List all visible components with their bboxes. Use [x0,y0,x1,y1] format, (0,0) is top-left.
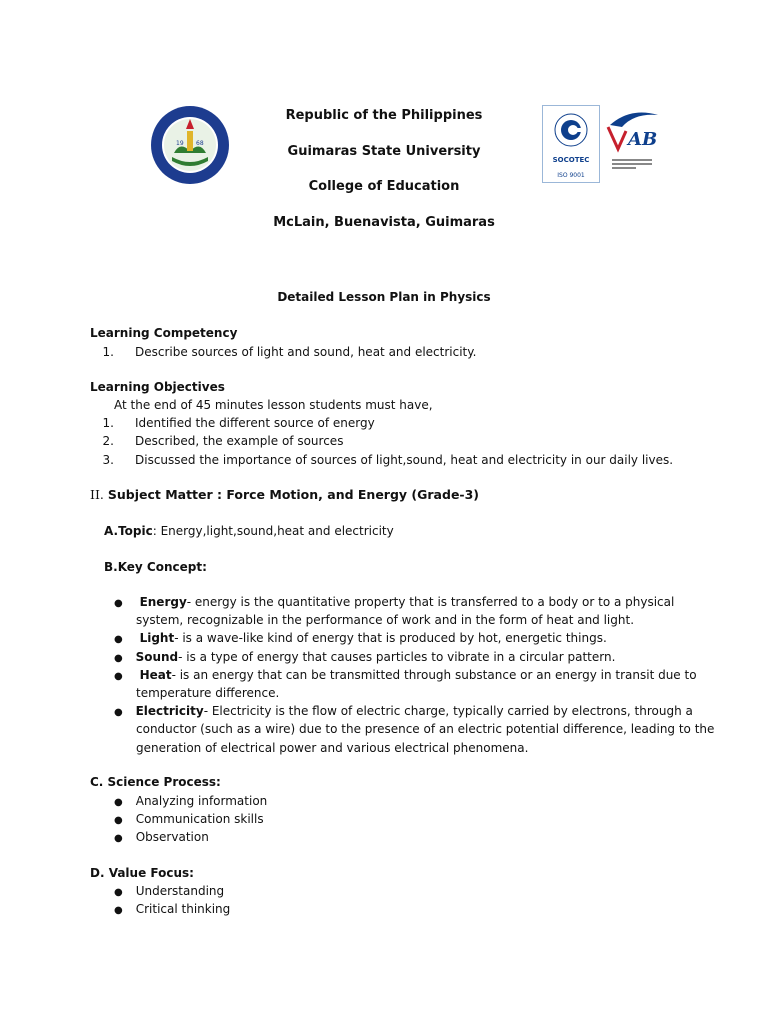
key-concept-continued: system, recognizable in the performance of work and in the form of heat and light. [136,613,635,627]
lesson-plan-title: Detailed Lesson Plan in Physics [277,290,491,304]
header-republic: Republic of the Philippines [285,108,483,123]
topic [104,522,394,540]
socotec-icon [543,106,599,152]
science-process-item: ● Communication skills [114,812,264,826]
key-concept-continued: conductor (such as a wire) due to the presence of an electric potential difference, leading to the [136,722,715,736]
subject-matter [90,486,479,504]
svg-text:68: 68 [196,140,204,147]
value-focus-item: ● Critical thinking [114,902,231,916]
subject-numeral: II. [90,487,104,502]
subject-heading: Subject Matter : Force Motion, and Energy (Grade-3) [107,487,480,502]
ab-icon [604,105,660,155]
science-process-item: ● Analyzing information [114,794,268,808]
science-process-heading: C. Science Process: [90,775,221,789]
topic-text: : Energy,light,sound,heat and electricity [152,524,394,538]
key-concept-item: ● Sound- is a type of energy that causes particles to vibrate in a circular pattern. [114,650,616,664]
science-process-item: ● Observation [114,830,209,844]
header-college: College of Education [308,179,460,194]
objective-item: 3. Discussed the importance of sources of light,sound, heat and electricity in our daily lives. [102,453,674,467]
svg-text:AB: AB [628,129,658,150]
socotec-name: SOCOTEC [552,156,590,164]
socotec-logo [542,105,600,183]
header-university: Guimaras State University [287,144,481,159]
key-concept-heading: B.Key Concept: [104,560,207,574]
key-concept-item: ● Heat- is an energy that can be transmitted through substance or an energy in transit due to [114,668,697,682]
value-focus-item: ● Understanding [114,884,225,898]
key-concept-item: ● Light- is a wave-like kind of energy that is produced by hot, energetic things. [114,631,607,645]
competency-heading: Learning Competency [90,326,238,340]
competency-item: 1. Describe sources of light and sound, heat and electricity. [102,345,477,359]
header-address: McLain, Buenavista, Guimaras [273,215,495,230]
topic-label: A.Topic [104,524,153,538]
key-concept-item: ● Energy- energy is the quantitative property that is transferred to a body or to a physical [114,595,675,609]
value-focus-heading: D. Value Focus: [90,866,194,880]
objective-item: 2. Described, the example of sources [102,434,344,448]
ab-accreditation-logo [604,105,660,183]
ab-small-text [612,159,652,169]
objectives-heading: Learning Objectives [90,380,225,394]
key-concept-continued: temperature difference. [136,686,280,700]
objective-item: 1. Identified the different source of energy [102,416,375,430]
key-concept-continued: generation of electrical power and various electrical phenomena. [136,741,529,755]
key-concept-item: ● Electricity- Electricity is the flow of electric charge, typically carried by electrons, through a [114,704,693,718]
svg-text:19: 19 [176,140,184,147]
objectives-intro: At the end of 45 minutes lesson students must have, [114,398,433,412]
socotec-iso: ISO 9001 [557,172,585,179]
